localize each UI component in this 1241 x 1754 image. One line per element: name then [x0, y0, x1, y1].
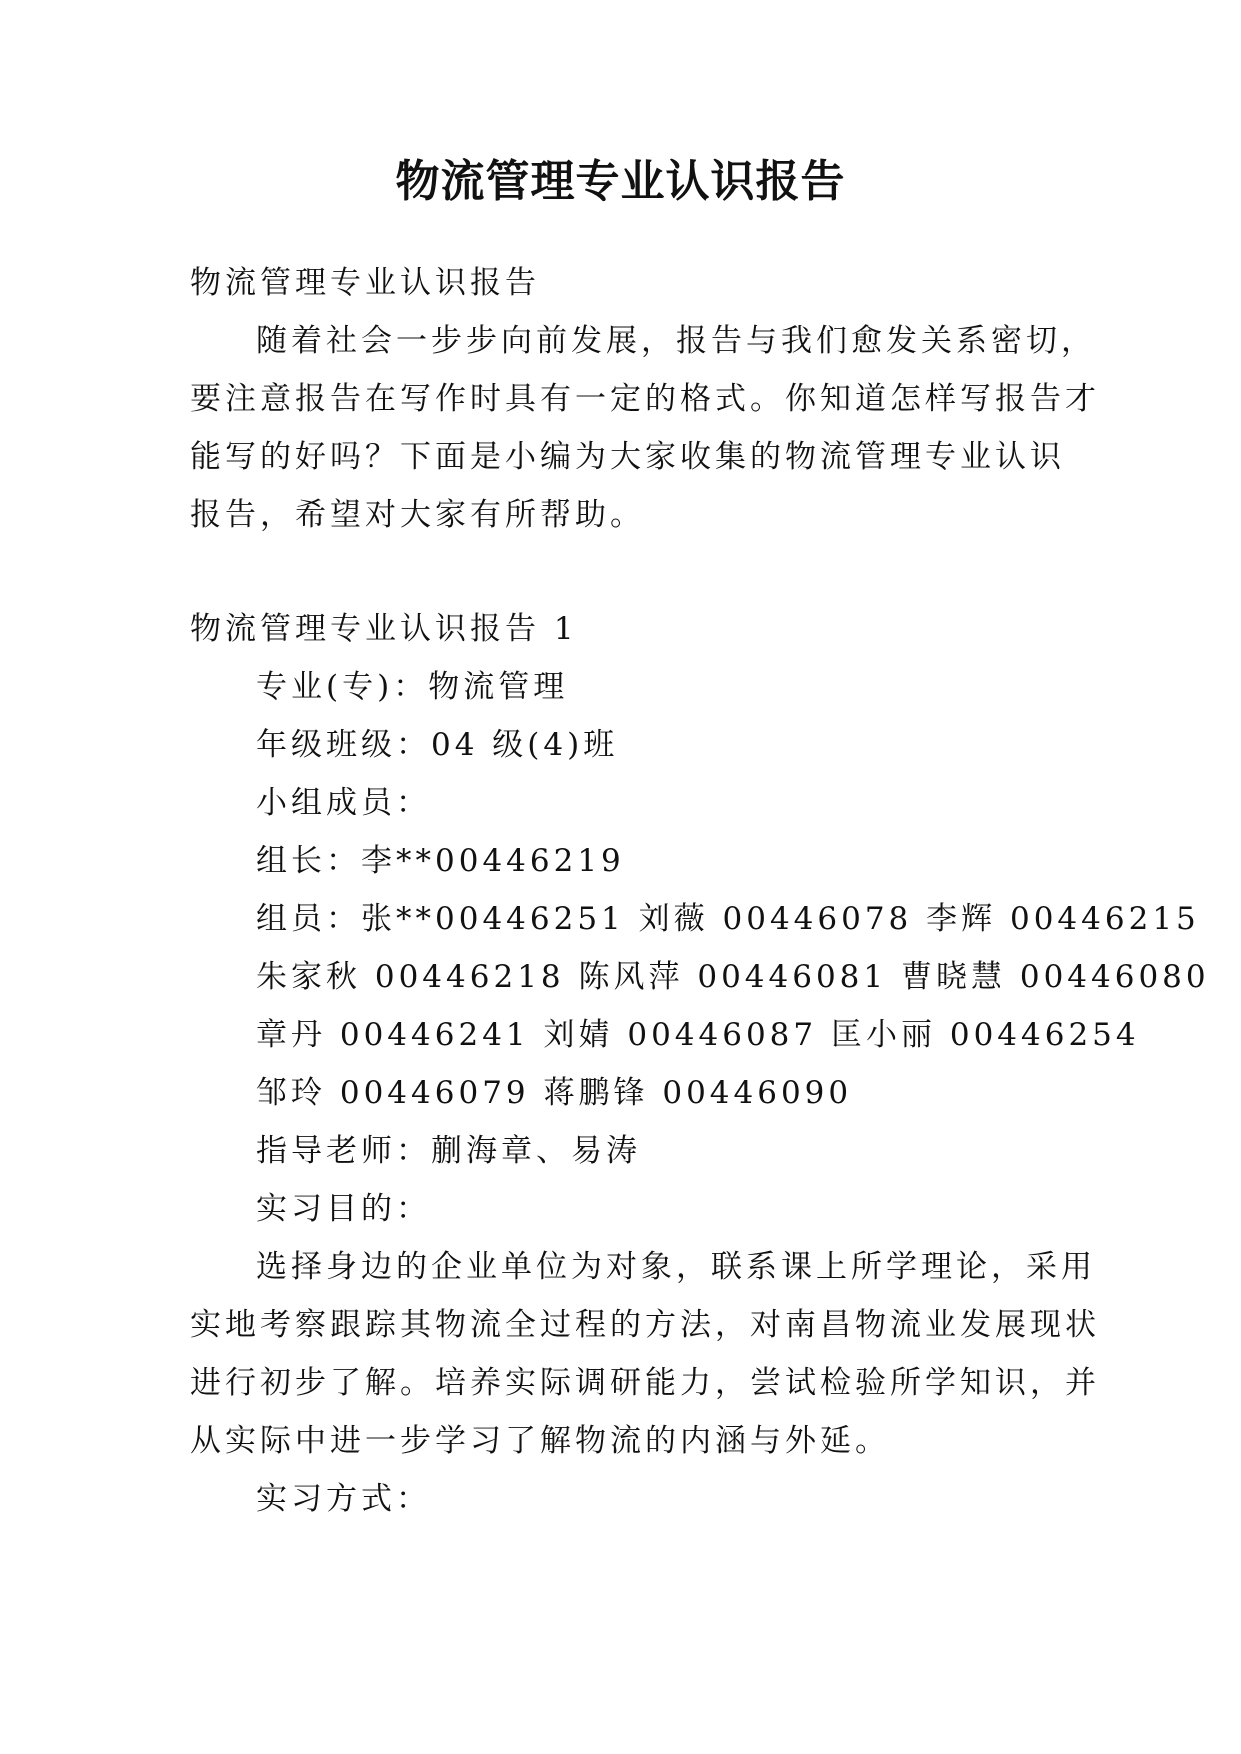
members-line: 邹玲 00446079 蒋鹏锋 00446090 — [256, 1075, 853, 1111]
report-1-section — [190, 600, 1210, 1528]
major-line: 专业(专)：物流管理 — [256, 669, 569, 705]
leader-line: 组长：李**00446219 — [256, 843, 625, 879]
intro-line: 随着社会一步步向前发展，报告与我们愈发关系密切， — [256, 323, 1096, 359]
members-line: 组员：张**00446251 刘薇 00446078 李辉 00446215 — [256, 901, 1200, 937]
advisor-line: 指导老师：蒯海章、易涛 — [256, 1133, 641, 1169]
purpose-label: 实习目的： — [256, 1191, 431, 1227]
intro-heading: 物流管理专业认识报告 — [190, 265, 540, 301]
purpose-line: 进行初步了解。培养实际调研能力，尝试检验所学知识，并 — [190, 1365, 1100, 1401]
report-1-heading: 物流管理专业认识报告 1 — [190, 611, 578, 647]
method-label: 实习方式： — [256, 1481, 431, 1517]
members-line: 朱家秋 00446218 陈风萍 00446081 曹晓慧 00446080 — [256, 959, 1210, 995]
members-line: 章丹 00446241 刘婧 00446087 匡小丽 00446254 — [256, 1017, 1140, 1053]
purpose-line: 从实际中进一步学习了解物流的内涵与外延。 — [190, 1423, 890, 1459]
members-label: 小组成员： — [256, 785, 431, 821]
intro-line: 报告，希望对大家有所帮助。 — [190, 497, 645, 533]
class-line: 年级班级：04 级(4)班 — [256, 727, 619, 763]
purpose-line: 选择身边的企业单位为对象，联系课上所学理论，采用 — [256, 1249, 1096, 1285]
intro-section — [190, 254, 1100, 544]
intro-line: 要注意报告在写作时具有一定的格式。你知道怎样写报告才 — [190, 381, 1100, 417]
purpose-line: 实地考察跟踪其物流全过程的方法，对南昌物流业发展现状 — [190, 1307, 1100, 1343]
intro-line: 能写的好吗？下面是小编为大家收集的物流管理专业认识 — [190, 439, 1065, 475]
document-title: 物流管理专业认识报告 — [395, 156, 846, 207]
